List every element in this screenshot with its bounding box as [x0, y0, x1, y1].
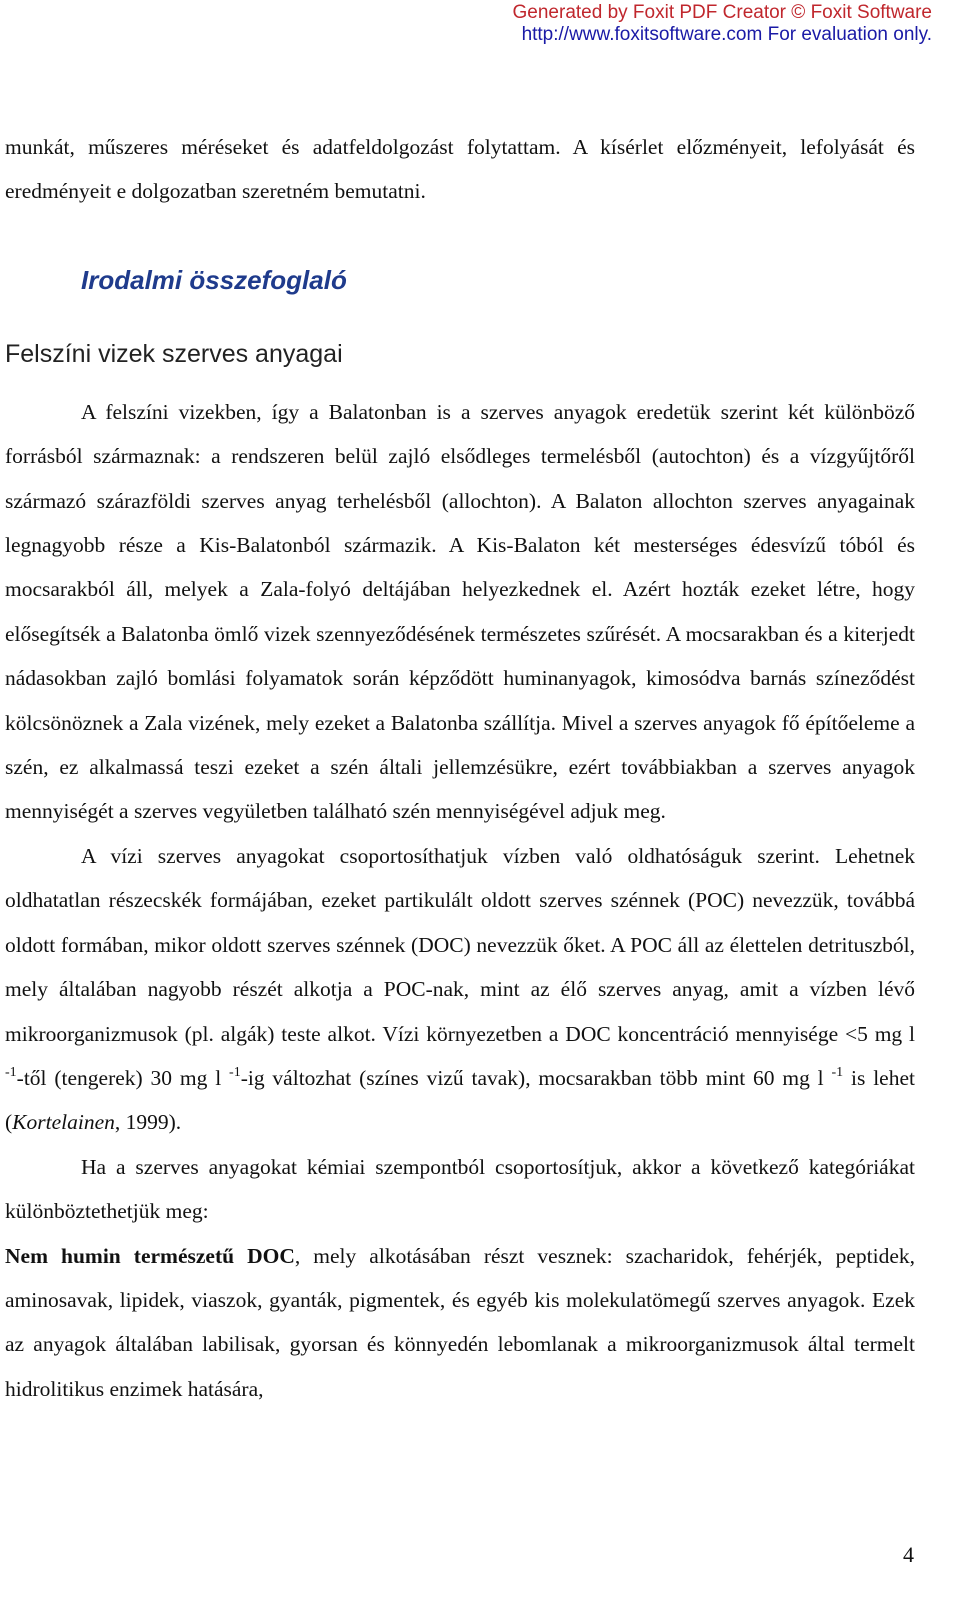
paragraph-non-humic-doc — [5, 1234, 915, 1412]
intro-paragraph: munkát, műszeres méréseket és adatfeldolgozást folytattam. A kísérlet előzményeit, lefolyását és eredményeit e dolgozatban szeretném bemutatni. — [5, 135, 915, 204]
paragraph-chemical-grouping: Ha a szerves anyagokat kémiai szempontból csoportosítjuk, akkor a következő kategóriákat különböztethetjük meg: — [5, 1154, 915, 1224]
superscript-unit-2: -1 — [229, 1064, 241, 1080]
watermark-line-2: http://www.foxitsoftware.com For evaluation only. — [521, 24, 932, 45]
p2-text-3: -ig változhat (színes vizű tavak), mocsarakban több mint 60 mg l — [240, 1065, 832, 1090]
superscript-unit-1: -1 — [5, 1064, 17, 1080]
superscript-unit-3: -1 — [831, 1064, 844, 1080]
paragraph-organic-sources: A felszíni vizekben, így a Balatonban is a szerves anyagok eredetük szerint két különböző forrásból származnak: a rendszeren belül zajló elsődleges termelésből (autochton) és a vízgyűjtőről származó szárazföldi szerves anyag terhelésből (allochton). A Balaton allochton szerves anyagainak legnagyobb része a Kis-Balatonból származik. A Kis-Balaton két mesterséges édesvízű tóból és mocsarakból áll, melyek a Zala-folyó deltájában helyezkednek el. Azért hozták ezeket létre, hogy elősegítsék a Balatonba ömlő vizek szennyeződésének természetes szűrését. A mocsarakban és a kiterjedt nádasokban zajló bomlási folyamatok során képződött huminanyagok, kimosódva barnás színeződést kölcsönöznek a Zala vizének, mely ezeket a Balatonba szállítja. Mivel a szerves anyagok fő építőeleme a szén, ez alkalmassá teszi ezeket a szén általi jellemzésükre, ezért továbbiakban a szerves anyagok mennyiségét a szerves vegyületben található szén mennyiségével adjuk meg. — [5, 399, 915, 824]
p4-text: , mely alkotásában részt vesznek: szacharidok, fehérjék, peptidek, aminosavak, lipidek, viaszok, gyanták, pigmentek, és egyéb kis molekulatömegű szerves anyagok. Ezek az anyagok általában labilisak, gyorsan és könnyedén lebomlanak a mikroorganizmusok által termelt hidrolitikus enzimek hatására, — [5, 1243, 915, 1401]
watermark-line-1: Generated by Foxit PDF Creator © Foxit Software — [512, 2, 932, 23]
p2-text-2: -től (tengerek) 30 mg l — [16, 1065, 230, 1090]
pdf-creator-watermark — [513, 2, 932, 46]
p2-text-4: is lehet ( — [5, 1065, 915, 1135]
p2-text-1: A vízi szerves anyagokat csoportosíthatjuk vízben való oldhatóságuk szerint. Lehetnek oldhatatlan részecskék formájában, ezeket partikulált oldott szerves szénnek (POC) nevezzük, továbbá oldott formában, mikor oldott szerves szénnek (DOC) nevezzük őket. A POC áll az élettelen detrituszból, mely általában nagyobb részét alkotja a POC-nak, mint az élő szerves anyag, amit a vízben lévő mikroorganizmusok (pl. algák) teste alkot. Vízi környezetben a DOC koncentráció mennyisége <5 mg l — [5, 843, 915, 1046]
citation-year: , 1999). — [114, 1110, 182, 1135]
subsection-heading: Felszíni vizek szerves anyagai — [5, 339, 343, 368]
term-non-humic-doc: Nem humin természetű DOC — [5, 1243, 295, 1268]
section-heading: Irodalmi összefoglaló — [81, 264, 347, 295]
page-number: 4 — [903, 1542, 914, 1567]
citation-author: Kortelainen — [12, 1110, 115, 1135]
document-body — [5, 125, 915, 1411]
paragraph-poc-doc — [5, 834, 915, 1145]
